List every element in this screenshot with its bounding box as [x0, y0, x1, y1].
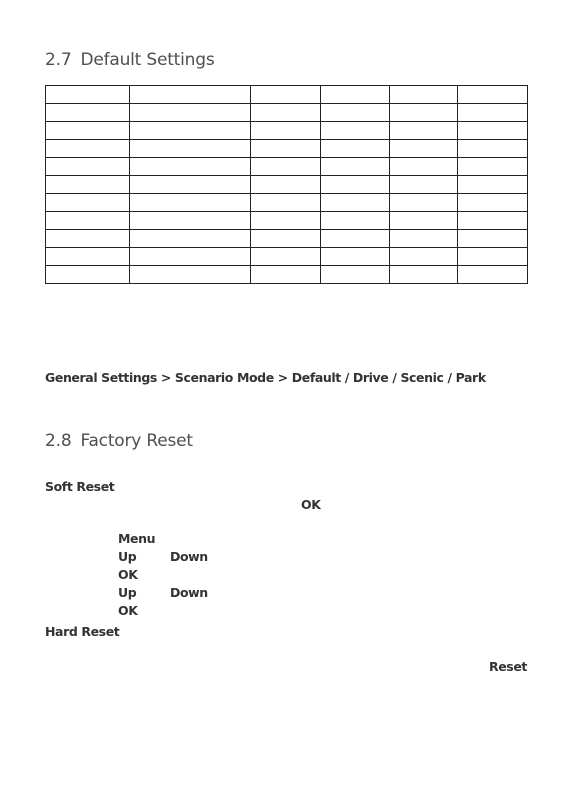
table-cell — [46, 104, 130, 122]
table-cell — [251, 176, 321, 194]
table-cell — [130, 140, 251, 158]
table-cell — [251, 104, 321, 122]
table-cell — [130, 104, 251, 122]
table-cell — [390, 248, 458, 266]
table-cell — [130, 212, 251, 230]
table-row — [46, 86, 528, 104]
scenario-mode-path: General Settings > Scenario Mode > Default / Drive / Scenic / Park — [45, 370, 486, 385]
table-cell — [321, 176, 390, 194]
table-row — [46, 266, 528, 284]
reset-button-label: Reset — [489, 659, 527, 674]
step-key: Menu — [118, 531, 156, 546]
table-row — [46, 230, 528, 248]
table-cell — [46, 248, 130, 266]
table-cell — [46, 230, 130, 248]
table-cell — [321, 122, 390, 140]
table-cell — [390, 158, 458, 176]
section-title: Factory Reset — [80, 431, 193, 451]
table-cell — [321, 158, 390, 176]
table-row — [46, 194, 528, 212]
table-cell — [130, 248, 251, 266]
table-cell — [458, 158, 528, 176]
table-cell — [130, 122, 251, 140]
table-cell — [390, 212, 458, 230]
soft-reset-heading: Soft Reset — [45, 479, 115, 494]
table-cell — [458, 104, 528, 122]
table-cell — [46, 86, 130, 104]
table-cell — [251, 158, 321, 176]
table-cell — [321, 212, 390, 230]
table-cell — [321, 194, 390, 212]
step-key-alt: Down — [170, 585, 208, 600]
table-cell — [251, 230, 321, 248]
table-row — [46, 104, 528, 122]
step-key: OK — [118, 603, 138, 618]
table-cell — [390, 122, 458, 140]
table-cell — [251, 194, 321, 212]
table-cell — [130, 266, 251, 284]
step-key: Up — [118, 585, 137, 600]
table-cell — [251, 212, 321, 230]
table-row — [46, 248, 528, 266]
table-cell — [251, 140, 321, 158]
table-cell — [321, 266, 390, 284]
section-title: Default Settings — [80, 50, 215, 70]
table-cell — [458, 194, 528, 212]
table-cell — [390, 86, 458, 104]
step-key: Up — [118, 549, 137, 564]
table-cell — [251, 266, 321, 284]
table-row — [46, 176, 528, 194]
table-cell — [130, 86, 251, 104]
table-cell — [390, 176, 458, 194]
section-number: 2.8 — [45, 431, 72, 451]
table-cell — [390, 230, 458, 248]
default-settings-table — [45, 85, 528, 284]
step-key-alt: Down — [170, 549, 208, 564]
table-cell — [321, 248, 390, 266]
table-cell — [321, 140, 390, 158]
table-cell — [458, 230, 528, 248]
table-cell — [458, 248, 528, 266]
table-cell — [458, 86, 528, 104]
table-row — [46, 140, 528, 158]
table-row — [46, 158, 528, 176]
step-key: OK — [118, 567, 138, 582]
hard-reset-heading: Hard Reset — [45, 624, 120, 639]
table-cell — [458, 212, 528, 230]
table-cell — [130, 230, 251, 248]
table-cell — [46, 158, 130, 176]
section-heading-factory-reset — [45, 431, 193, 451]
table-cell — [390, 104, 458, 122]
ok-key-label: OK — [301, 497, 321, 512]
table-row — [46, 212, 528, 230]
table-cell — [458, 176, 528, 194]
table-cell — [46, 212, 130, 230]
table-cell — [390, 194, 458, 212]
table-cell — [251, 86, 321, 104]
table-cell — [46, 140, 130, 158]
table-cell — [321, 230, 390, 248]
table-cell — [321, 86, 390, 104]
table-cell — [130, 176, 251, 194]
table-cell — [46, 122, 130, 140]
table-cell — [321, 104, 390, 122]
table-cell — [458, 266, 528, 284]
section-heading-default-settings — [45, 50, 214, 70]
table-cell — [46, 266, 130, 284]
table-cell — [251, 122, 321, 140]
table-cell — [46, 194, 130, 212]
table-cell — [251, 248, 321, 266]
table-cell — [458, 140, 528, 158]
section-number: 2.7 — [45, 50, 72, 70]
table-cell — [46, 176, 130, 194]
table-cell — [458, 122, 528, 140]
table-cell — [390, 266, 458, 284]
table-cell — [130, 158, 251, 176]
table-cell — [130, 194, 251, 212]
table-row — [46, 122, 528, 140]
table-cell — [390, 140, 458, 158]
